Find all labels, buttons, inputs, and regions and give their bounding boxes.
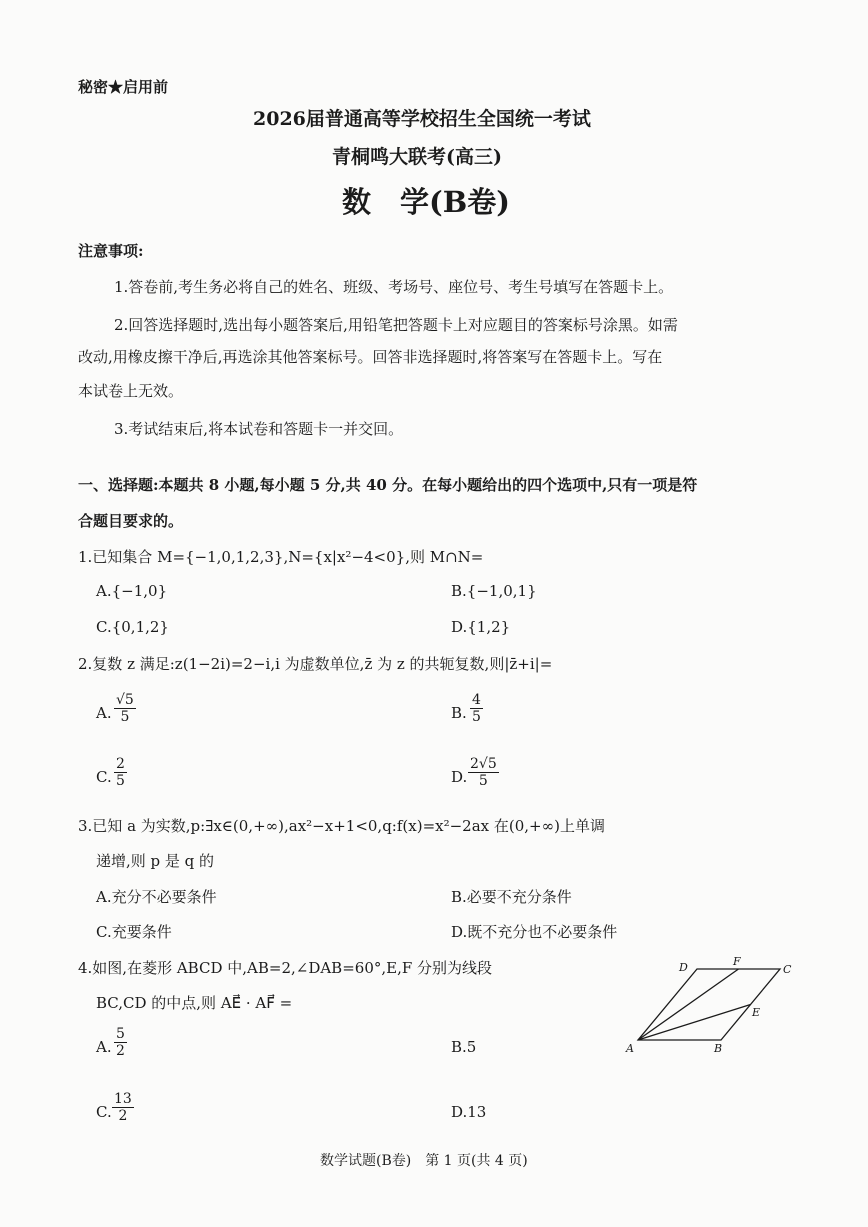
- notice-heading: 注意事项:: [78, 242, 144, 260]
- denominator: 2: [118, 1108, 128, 1124]
- question-1-option-b: B.{−1,0,1}: [451, 582, 537, 600]
- denominator: 5: [120, 709, 130, 725]
- notice-item-3: 3.考试结束后,将本试卷和答题卡一并交回。: [114, 420, 404, 438]
- question-4-option-a-fraction: [114, 1026, 127, 1059]
- numerator: 2: [116, 756, 125, 772]
- question-4-stem-line-2: BC,CD 的中点,则 AE⃗ · AF⃗ =: [96, 994, 293, 1012]
- question-2-option-c-label: C.: [96, 768, 112, 786]
- label-b: B: [714, 1042, 723, 1055]
- question-2-stem: 2.复数 z 满足:z(1−2i)=2−i,i 为虚数单位,z̄ 为 z 的共轭复数,则|z̄+i|=: [78, 655, 553, 673]
- denominator: 5: [116, 773, 125, 789]
- question-2-option-c-fraction: [114, 756, 127, 789]
- section-heading-line-1: 一、选择题:本题共 8 小题,每小题 5 分,共 40 分。在每小题给出的四个选项中,只有一项是符: [78, 476, 698, 494]
- notice-item-1: 1.答卷前,考生务必将自己的姓名、班级、考场号、座位号、考生号填写在答题卡上。: [114, 278, 674, 296]
- question-4-option-d: D.13: [451, 1103, 487, 1121]
- rhombus-figure: [620, 955, 800, 1060]
- question-3-stem-line-1: 3.已知 a 为实数,p:∃x∈(0,+∞),ax²−x+1<0,q:f(x)=x²−2ax 在(0,+∞)上单调: [78, 817, 605, 835]
- exam-title: 2026届普通高等学校招生全国统一考试: [253, 108, 591, 130]
- exam-subtitle: 青桐鸣大联考(高三): [332, 146, 502, 168]
- question-1-option-c: C.{0,1,2}: [96, 618, 169, 636]
- question-4-option-a-label: A.: [96, 1038, 112, 1056]
- numerator: √5: [116, 692, 134, 708]
- question-3-option-b: B.必要不充分条件: [451, 888, 572, 906]
- section-heading-line-2: 合题目要求的。: [78, 512, 184, 530]
- question-2-option-d-label: D.: [451, 768, 468, 786]
- segment-ae: [638, 1005, 751, 1041]
- numerator: 2√5: [470, 756, 497, 772]
- question-2-option-d-fraction: [468, 756, 499, 789]
- question-2-option-b-label: B.: [451, 704, 467, 722]
- question-4-option-c-fraction: [112, 1091, 134, 1124]
- question-2-option-a-label: A.: [96, 704, 112, 722]
- notice-item-2-line-2: 改动,用橡皮擦干净后,再选涂其他答案标号。回答非选择题时,将答案写在答题卡上。写在: [78, 348, 663, 366]
- denominator: 5: [472, 709, 481, 725]
- question-2-option-b-fraction: [470, 692, 483, 725]
- question-3-option-d: D.既不充分也不必要条件: [451, 923, 618, 941]
- question-4-stem-line-1: 4.如图,在菱形 ABCD 中,AB=2,∠DAB=60°,E,F 分别为线段: [78, 959, 493, 977]
- label-a: A: [626, 1042, 634, 1055]
- label-c: C: [783, 963, 792, 976]
- question-4-option-c-label: C.: [96, 1103, 112, 1121]
- label-f: F: [733, 955, 741, 968]
- label-d: D: [679, 961, 688, 974]
- question-3-stem-line-2: 递增,则 p 是 q 的: [96, 852, 215, 870]
- subject-title: 数 学(B卷): [342, 185, 510, 219]
- notice-item-2-line-3: 本试卷上无效。: [78, 382, 184, 400]
- numerator: 13: [114, 1091, 132, 1107]
- question-3-option-a: A.充分不必要条件: [96, 888, 217, 906]
- question-2-option-a-fraction: [114, 692, 136, 725]
- denominator: 2: [116, 1043, 125, 1059]
- label-e: E: [752, 1006, 761, 1019]
- question-4-option-b: B.5: [451, 1038, 477, 1056]
- question-1-option-d: D.{1,2}: [451, 618, 511, 636]
- question-1-option-a: A.{−1,0}: [96, 582, 168, 600]
- numerator: 4: [472, 692, 481, 708]
- rhombus-outline: [638, 969, 780, 1040]
- denominator: 5: [478, 773, 488, 789]
- confidential-mark: 秘密★启用前: [78, 78, 169, 96]
- numerator: 5: [116, 1026, 125, 1042]
- question-1-stem: 1.已知集合 M={−1,0,1,2,3},N={x|x²−4<0},则 M∩N=: [78, 548, 484, 566]
- question-3-option-c: C.充要条件: [96, 923, 172, 941]
- notice-item-2-line-1: 2.回答选择题时,选出每小题答案后,用铅笔把答题卡上对应题目的答案标号涂黑。如需: [114, 316, 678, 334]
- page-footer: 数学试题(B卷) 第 1 页(共 4 页): [320, 1153, 528, 1169]
